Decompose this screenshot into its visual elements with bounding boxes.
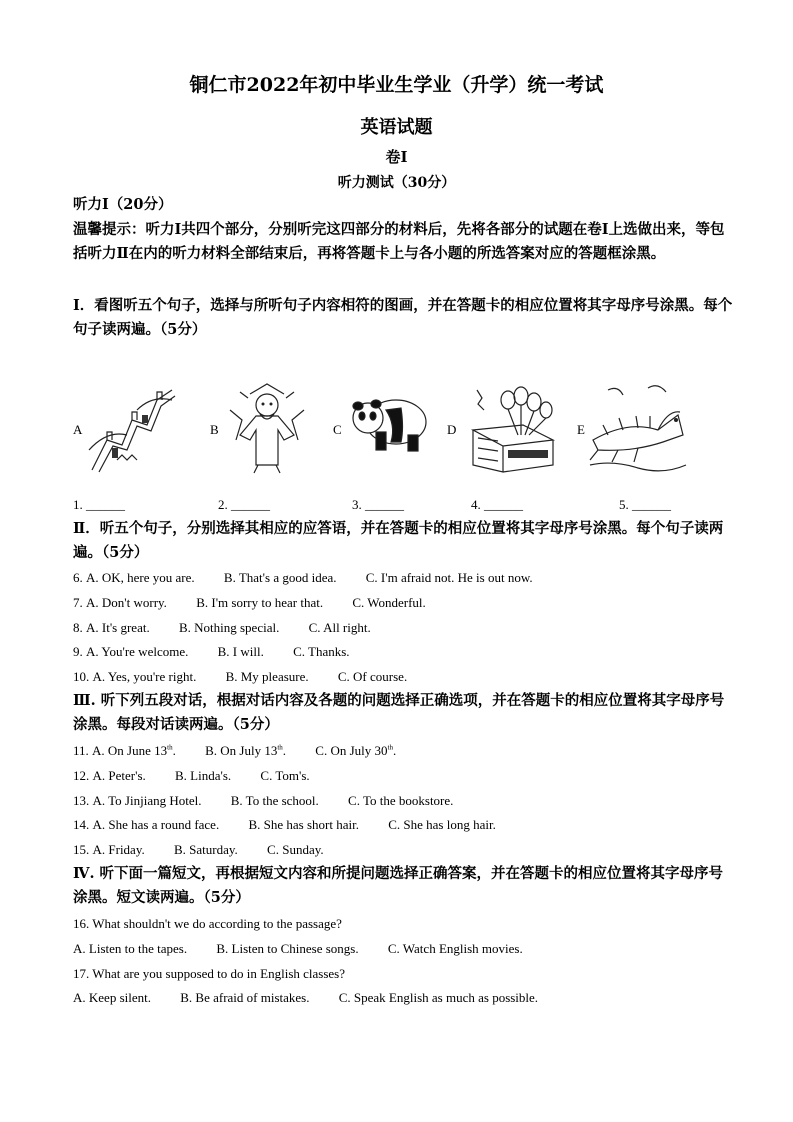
option-b: B. Saturday. (174, 842, 238, 857)
question-text: 16. What shouldn't we do according to the passage? (73, 916, 342, 931)
question-number: 12. (73, 768, 90, 783)
listening1-heading: 听力Ⅰ（20分） (73, 196, 173, 213)
option-a: A. Yes, you're right. (92, 669, 197, 684)
option-a: A. Keep silent. (73, 990, 151, 1005)
option-a: A. On June 13th. (92, 743, 176, 758)
option-c: C. Of course. (337, 669, 408, 684)
question-row (73, 817, 496, 833)
option-b: B. On July 13th. (205, 743, 287, 758)
exam-title: 铜仁市2022年初中毕业生学业（升学）统一考试 (189, 74, 604, 96)
answer-blank[interactable]: 5. ______ (619, 497, 671, 512)
option-c: C. Thanks. (293, 644, 350, 659)
question-row (73, 990, 538, 1006)
option-b: B. She has short hair. (248, 817, 359, 832)
option-b: B. Be afraid of mistakes. (180, 990, 310, 1005)
option-c: C. Watch English movies. (387, 941, 523, 956)
answer-blank[interactable]: 1. ______ (73, 497, 125, 512)
answer-blank[interactable]: 3. ______ (352, 497, 404, 512)
option-a: A. You're welcome. (86, 644, 189, 659)
option-a: A. It's great. (86, 620, 150, 635)
picture-letter: B (210, 422, 219, 437)
subject-title: 英语试题 (360, 117, 433, 138)
volume-label: 卷Ⅰ (385, 148, 408, 166)
option-c: C. Wonderful. (352, 595, 426, 610)
option-c: C. Tom's. (260, 768, 310, 783)
option-a: A. Listen to the tapes. (73, 941, 188, 956)
option-b: B. Nothing special. (178, 620, 280, 635)
option-c: C. Sunday. (267, 842, 324, 857)
option-b: B. I'm sorry to hear that. (196, 595, 324, 610)
option-a: A. Friday. (92, 842, 145, 857)
listening-tip: 温馨提示：听力Ⅰ共四个部分，分别听完这四部分的材料后，先将各部分的试题在卷Ⅰ上选做出来，等包括听力Ⅱ在内的听力材料全部结束后，再将答题卡上与各小题的所选答案对应的答题框涂黑。 (73, 221, 725, 262)
option-c: C. On July 30th. (315, 743, 397, 758)
question-number: 8. (73, 620, 83, 635)
answer-blank[interactable]: 4. ______ (471, 497, 523, 512)
picture-row (70, 380, 750, 480)
option-b: B. Linda's. (175, 768, 232, 783)
great-wall-icon (87, 380, 177, 475)
part3-instruction: Ⅲ. 听下列五段对话，根据对话内容及各题的问题选择正确选项，并在答题卡的相应位置将其字母序号涂黑。每段对话读两遍。（5分） (73, 692, 725, 733)
question-row (73, 570, 533, 586)
option-c: C. All right. (308, 620, 371, 635)
question-number: 7. (73, 595, 83, 610)
option-b: B. That's a good idea. (223, 570, 337, 585)
picture-letter: E (577, 422, 585, 437)
question-number: 10. (73, 669, 90, 684)
picture-letter: C (333, 422, 342, 437)
question-number: 15. (73, 842, 90, 857)
option-b: B. To the school. (230, 793, 319, 808)
question-row (73, 842, 324, 858)
question-number: 6. (73, 570, 83, 585)
part1-instruction: Ⅰ．看图听五个句子，选择与所听句子内容相符的图画，并在答题卡的相应位置将其字母序号涂黑。每个句子读两遍。（5分） (73, 297, 733, 338)
dragon-boat-icon (588, 380, 688, 475)
question-row (73, 620, 371, 636)
option-c: C. I'm afraid not. He is out now. (365, 570, 533, 585)
option-a: A. Don't worry. (86, 595, 167, 610)
question-row (73, 644, 350, 660)
panda-icon (346, 380, 431, 460)
question-row (73, 595, 426, 611)
picture-letter: A (73, 422, 83, 437)
option-c: C. Speak English as much as possible. (338, 990, 539, 1005)
question-row (73, 941, 523, 957)
option-c: C. To the bookstore. (348, 793, 454, 808)
option-b: B. My pleasure. (225, 669, 309, 684)
option-c: C. She has long hair. (388, 817, 496, 832)
question-number: 11. (73, 743, 89, 758)
part4-instruction: Ⅳ. 听下面一篇短文，再根据短文内容和所提问题选择正确答案，并在答题卡的相应位置将其字母序号涂黑。短文读两遍。（5分） (73, 865, 724, 906)
question-number: 14. (73, 817, 90, 832)
question-row (73, 669, 407, 685)
question-text: 17. What are you supposed to do in English classes? (73, 966, 345, 981)
question-number: 13. (73, 793, 90, 808)
question-row (73, 743, 396, 759)
option-a: A. To Jinjiang Hotel. (92, 793, 202, 808)
option-b: B. Listen to Chinese songs. (216, 941, 359, 956)
question-number: 9. (73, 644, 83, 659)
building-balloons-icon (463, 380, 563, 475)
question-row (73, 768, 310, 784)
picture-letter: D (447, 422, 457, 437)
option-a: A. She has a round face. (92, 817, 220, 832)
option-a: A. OK, here you are. (86, 570, 195, 585)
question-row (73, 793, 453, 809)
listening-title: 听力测试（30分） (337, 175, 456, 191)
answer-blank[interactable]: 2. ______ (218, 497, 270, 512)
part2-instruction: Ⅱ．听五个句子，分别选择其相应的应答语，并在答题卡的相应位置将其字母序号涂黑。每个句子读两遍。（5分） (73, 520, 724, 561)
option-a: A. Peter's. (92, 768, 146, 783)
peking-opera-icon (220, 380, 315, 475)
option-b: B. I will. (217, 644, 264, 659)
